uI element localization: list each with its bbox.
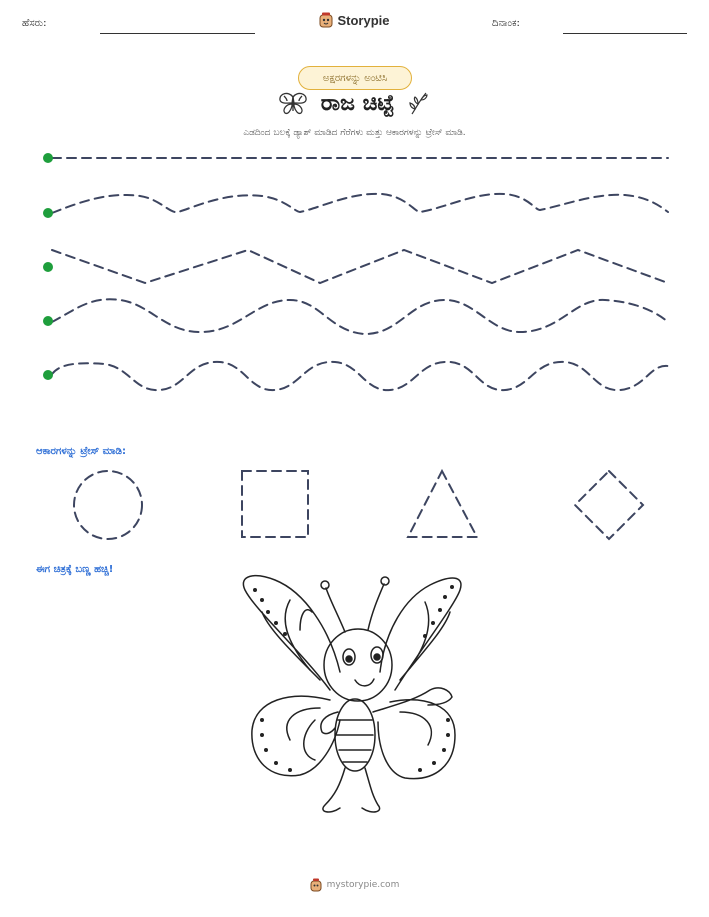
- trace-circle: [74, 471, 142, 539]
- start-dot: [43, 316, 53, 326]
- start-dot: [43, 262, 53, 272]
- trace-square: [242, 471, 308, 537]
- tracing-line-gentle-wave: [52, 194, 668, 213]
- trace-triangle: [408, 471, 477, 537]
- footer: [0, 878, 709, 892]
- tracing-line-deep-wave: [52, 362, 668, 390]
- start-dot: [43, 208, 53, 218]
- coloring-section-label: ಈಗ ಚಿತ್ರಕ್ಕೆ ಬಣ್ಣ ಹಚ್ಚಿ!: [36, 564, 114, 575]
- start-dot: [43, 370, 53, 380]
- date-label: ದಿನಾಂಕ:: [492, 18, 520, 29]
- instruction-text: ಎಡದಿಂದ ಬಲಕ್ಕೆ ಡ್ಯಾಶ್ ಮಾಡಿದ ಗೆರೆಗಳು ಮತ್ತು ಆಕಾರಗಳನ್ನು ಟ್ರೇಸ್ ಮಾಡಿ.: [243, 128, 466, 138]
- brand-name: Storypie: [337, 12, 390, 28]
- tracing-line-zigzag: [52, 250, 668, 283]
- tracing-line-wave: [52, 299, 668, 334]
- title-pill: ಅಕ್ಷರಗಳನ್ನು ಅಂಟಿಸಿ: [298, 66, 412, 90]
- butterfly-coloring-image: [243, 576, 461, 812]
- page-title: ರಾಜ ಚಿಟ್ಟೆ: [320, 90, 395, 116]
- shapes-section-label: ಆಕಾರಗಳನ್ನು ಟ್ರೇಸ್ ಮಾಡಿ:: [36, 446, 126, 457]
- trace-diamond: [575, 471, 643, 539]
- footer-url: mystorypie.com: [326, 880, 400, 890]
- name-label: ಹೆಸರು:: [22, 18, 47, 29]
- storypie-logo-icon: [310, 878, 322, 892]
- start-dot: [43, 153, 53, 163]
